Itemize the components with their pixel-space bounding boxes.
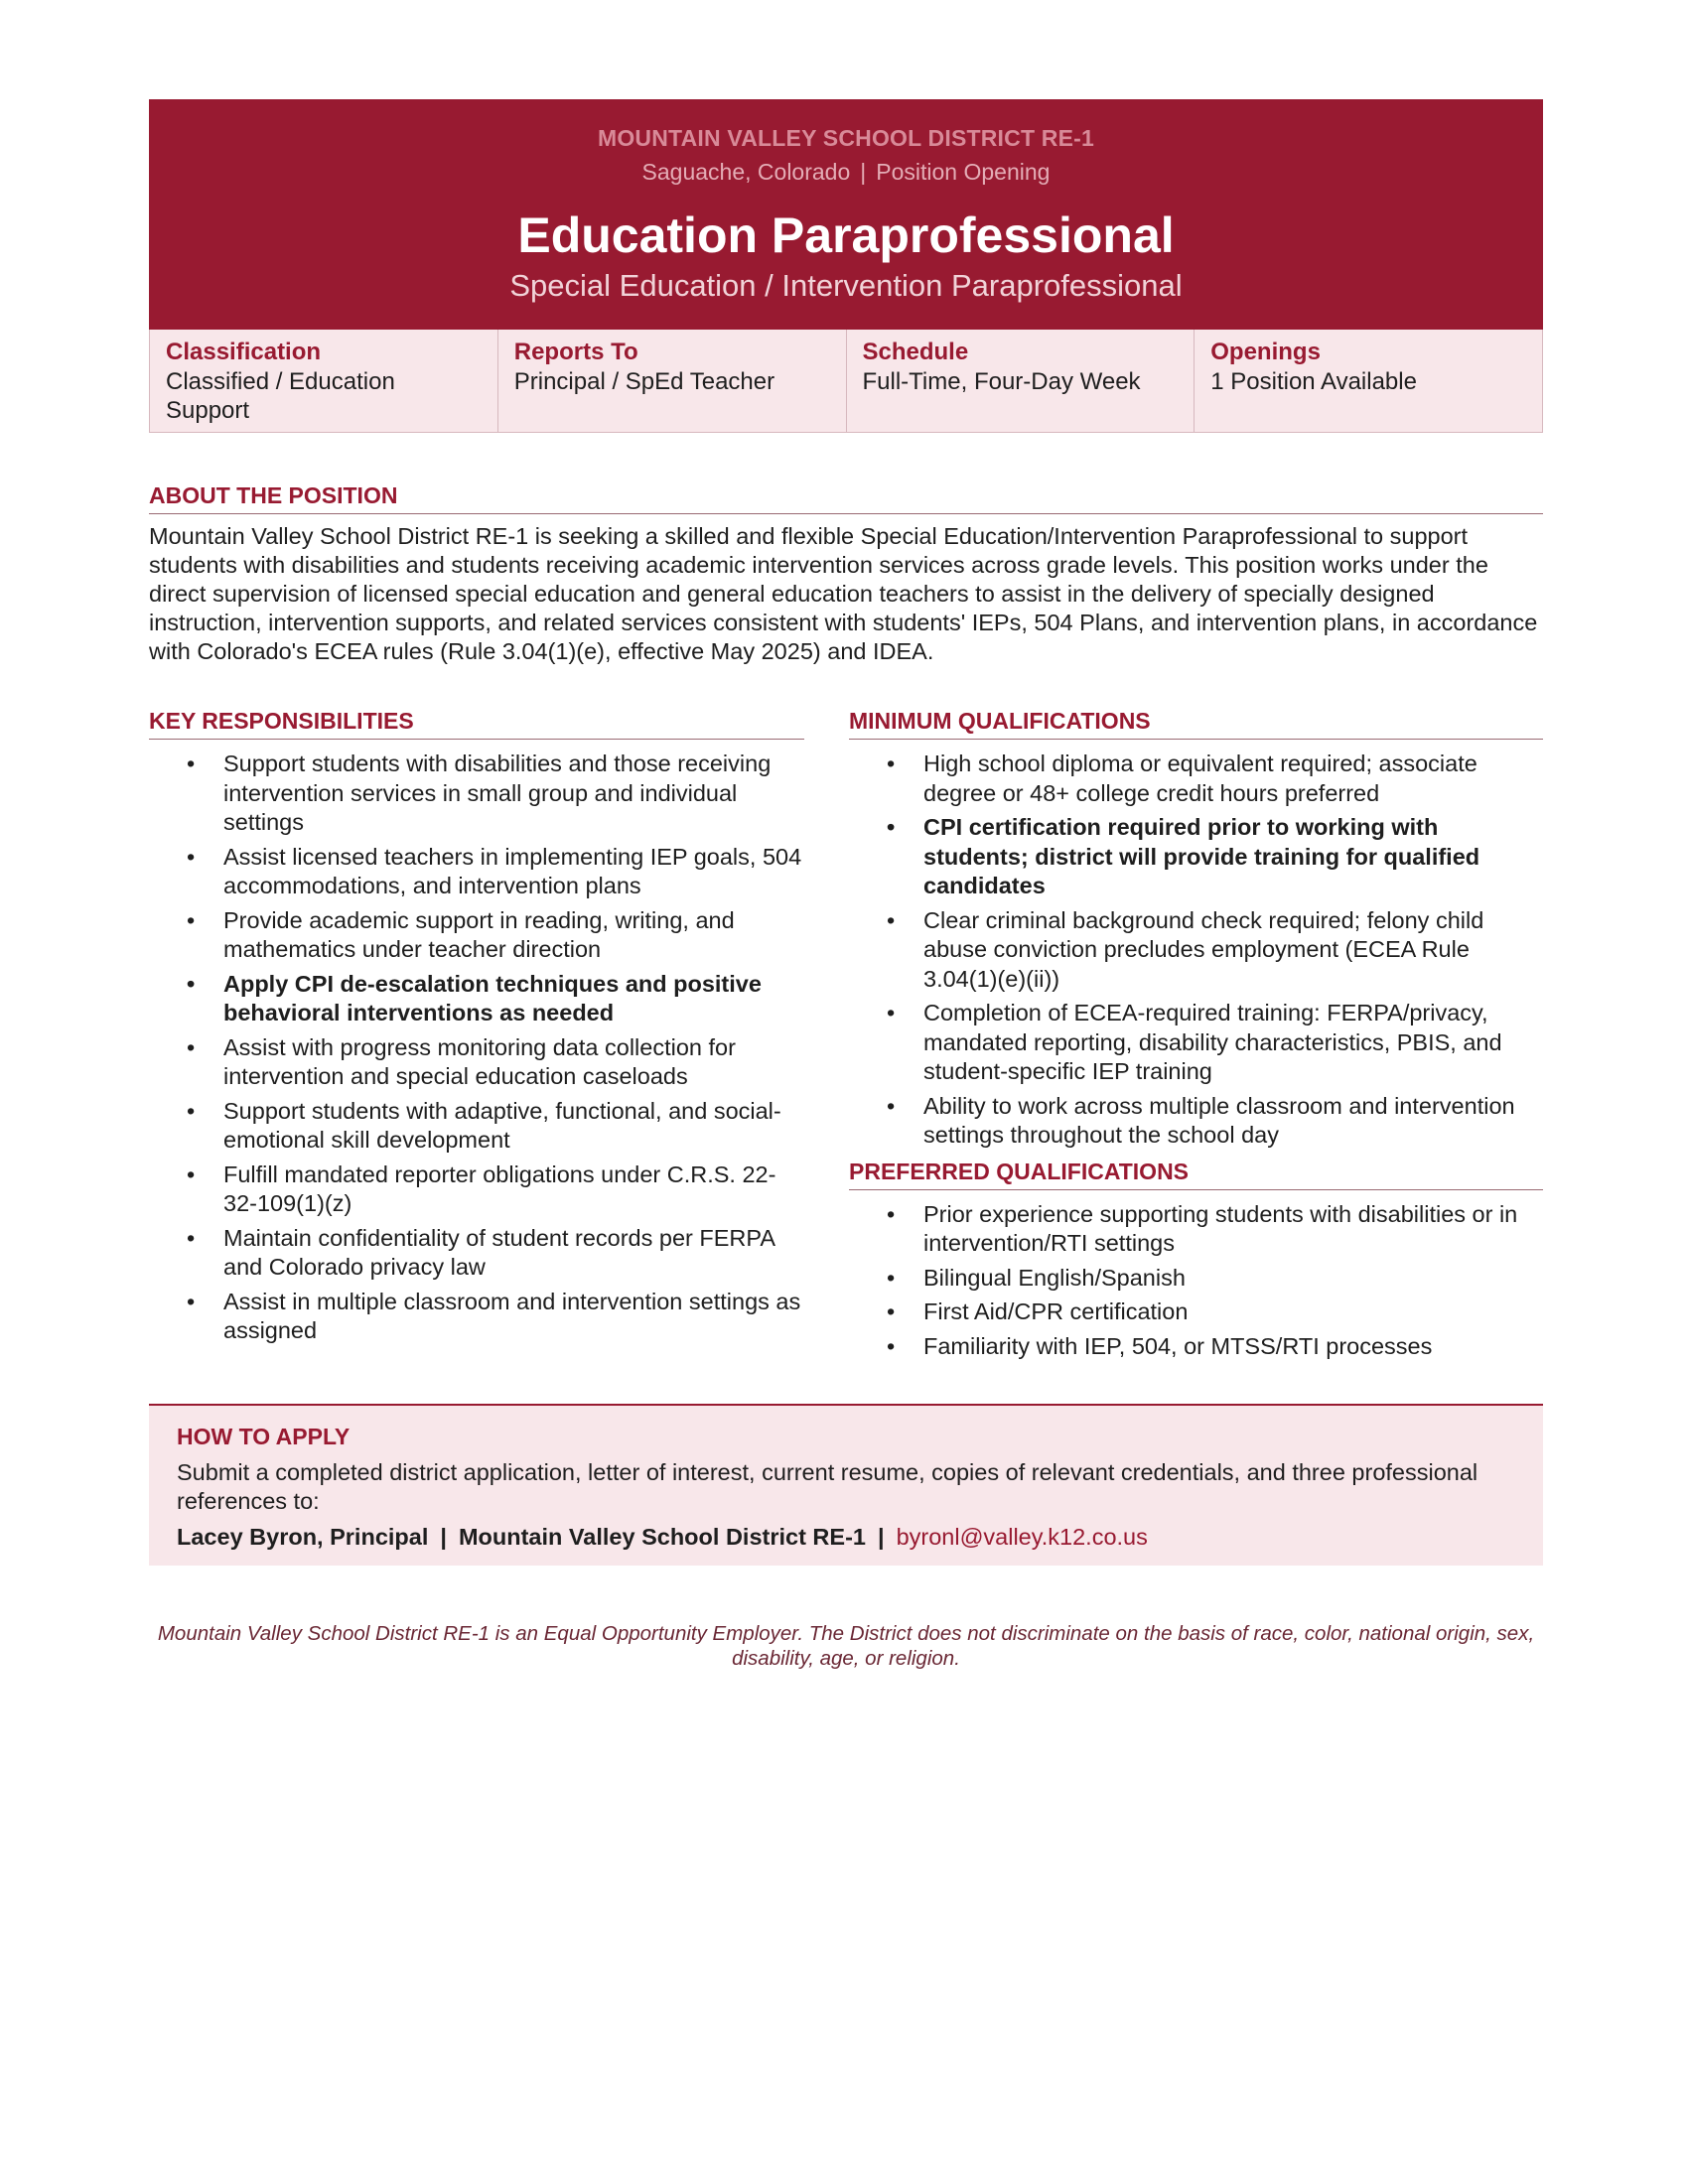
header-banner <box>149 99 1543 330</box>
list-item: • Fulfill mandated reporter obligations under C.R.S. 22-32-109(1)(z) <box>149 1160 804 1219</box>
list-item: • Assist in multiple classroom and intervention settings as assigned <box>149 1288 804 1346</box>
about-heading: ABOUT THE POSITION <box>149 482 1543 514</box>
contact-email[interactable]: byronl@valley.k12.co.us <box>896 1524 1148 1550</box>
contact-name: Lacey Byron, Principal <box>177 1524 429 1550</box>
preferred-qualifications-list <box>849 1200 1543 1362</box>
list-item: • Completion of ECEA-required training: FERPA/privacy, mandated reporting, disability characteristics, PBIS, and student-specific IEP training <box>849 999 1543 1087</box>
info-label: Schedule <box>862 339 969 365</box>
responsibilities-section <box>149 708 804 1366</box>
qualifications-section <box>849 708 1543 1366</box>
info-table <box>149 330 1543 433</box>
info-value: 1 Position Available <box>1210 368 1417 395</box>
info-value: Full-Time, Four-Day Week <box>862 368 1141 395</box>
list-item: • Bilingual English/Spanish <box>849 1264 1543 1294</box>
about-text: Mountain Valley School District RE-1 is seeking a skilled and flexible Special Education/Intervention Paraprofessional to support students with disabilities and students receiving academic intervention services across grade levels. This position works under the direct supervision of licensed special education and general education teachers to assist in the delivery of specially designed instruction, intervention supports, and related services consistent with students' IEPs, 504 Plans, and intervention plans, in accordance with Colorado's ECEA rules (Rule 3.04(1)(e), effective May 2025) and IDEA. <box>149 523 1538 664</box>
list-item: • Maintain confidentiality of student records per FERPA and Colorado privacy law <box>149 1224 804 1283</box>
how-to-apply-section <box>149 1404 1543 1566</box>
job-posting <box>149 99 1543 1671</box>
list-item: • Familiarity with IEP, 504, or MTSS/RTI processes <box>849 1332 1543 1362</box>
contact-line <box>177 1522 1515 1552</box>
preferred-qualifications-heading: PREFERRED QUALIFICATIONS <box>849 1159 1543 1190</box>
two-column-section <box>149 708 1543 1366</box>
posting-type: Position Opening <box>876 159 1051 185</box>
location-line <box>149 159 1543 186</box>
location-separator: | <box>860 159 867 185</box>
eeo-statement: Mountain Valley School District RE-1 is an Equal Opportunity Employer. The District does not discriminate on the basis of race, color, national origin, sex, disability, age, or religion. <box>157 1622 1535 1670</box>
info-label: Openings <box>1210 339 1321 365</box>
list-item: • Clear criminal background check required; felony child abuse conviction precludes employment (ECEA Rule 3.04(1)(e)(ii)) <box>849 906 1543 995</box>
info-value: Classified / Education Support <box>166 368 395 424</box>
list-item: • First Aid/CPR certification <box>849 1297 1543 1327</box>
info-reports-to <box>498 330 847 432</box>
info-value: Principal / SpEd Teacher <box>513 368 775 395</box>
responsibilities-heading: KEY RESPONSIBILITIES <box>149 708 804 740</box>
list-item: • Ability to work across multiple classroom and intervention settings throughout the school day <box>849 1092 1543 1151</box>
info-classification <box>150 330 498 432</box>
location: Saguache, Colorado <box>641 159 851 185</box>
info-schedule <box>847 330 1196 432</box>
list-item: • Provide academic support in reading, writing, and mathematics under teacher direction <box>149 906 804 965</box>
list-item: • Apply CPI de-escalation techniques and positive behavioral interventions as needed <box>149 970 804 1028</box>
responsibilities-list <box>149 750 804 1346</box>
list-item: • Assist with progress monitoring data collection for intervention and special education caseloads <box>149 1033 804 1092</box>
minimum-qualifications-heading: MINIMUM QUALIFICATIONS <box>849 708 1543 740</box>
list-item: • Prior experience supporting students with disabilities or in intervention/RTI settings <box>849 1200 1543 1259</box>
info-label: Classification <box>166 339 322 365</box>
info-label: Reports To <box>513 339 638 365</box>
list-item: • Support students with disabilities and those receiving intervention services in small group and individual settings <box>149 750 804 838</box>
contact-separator: | <box>440 1524 447 1550</box>
job-subtitle: Special Education / Intervention Paraprofessional <box>509 268 1183 303</box>
district-name: MOUNTAIN VALLEY SCHOOL DISTRICT RE-1 <box>597 125 1094 151</box>
list-item: • CPI certification required prior to working with students; district will provide training for qualified candidates <box>849 813 1543 901</box>
how-to-apply-heading: HOW TO APPLY <box>177 1424 351 1449</box>
list-item: • Support students with adaptive, functional, and social-emotional skill development <box>149 1097 804 1156</box>
list-item: • Assist licensed teachers in implementing IEP goals, 504 accommodations, and intervention plans <box>149 843 804 901</box>
how-to-apply-text: Submit a completed district application, letter of interest, current resume, copies of relevant credentials, and three professional references to: <box>177 1459 1478 1514</box>
about-section <box>149 482 1543 666</box>
list-item: • High school diploma or equivalent required; associate degree or 48+ college credit hours preferred <box>849 750 1543 808</box>
job-title: Education Paraprofessional <box>517 207 1175 263</box>
contact-separator: | <box>877 1524 885 1550</box>
minimum-qualifications-list <box>849 750 1543 1151</box>
info-openings <box>1195 330 1542 432</box>
contact-organization: Mountain Valley School District RE-1 <box>458 1524 866 1550</box>
